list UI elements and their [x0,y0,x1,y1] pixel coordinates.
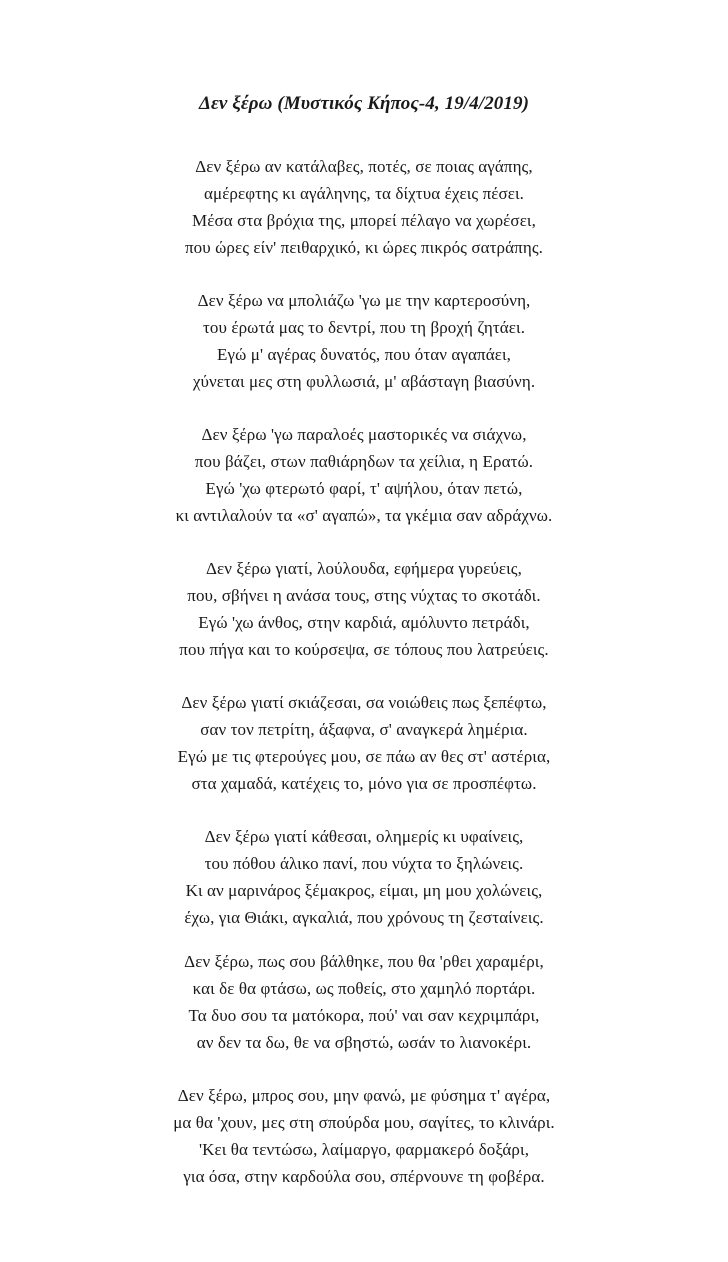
poem-line: Εγώ μ' αγέρας δυνατός, που όταν αγαπάει, [217,345,511,364]
stanza-5 [0,689,728,797]
poem-line: Δεν ξέρω αν κατάλαβες, ποτές, σε ποιας αγάπης, [195,157,533,176]
poem-line: Δεν ξέρω γιατί σκιάζεσαι, σα νοιώθεις πως ξεπέφτω, [181,693,547,712]
poem-line: αν δεν τα δω, θε να σβηστώ, ωσάν το λιανοκέρι. [196,1033,532,1052]
poem-line: αμέρεφτης κι αγάληνης, τα δίχτυα έχεις πέσει. [203,184,525,203]
poem-line: που βάζει, στων παθιάρηδων τα χείλια, η Ερατώ. [194,452,534,471]
poem-line: στα χαμαδά, κατέχεις το, μόνο για σε προσπέφτω. [191,774,537,793]
stanza-4 [0,555,728,663]
poem-title: Δεν ξέρω (Μυστικός Κήπος-4, 19/4/2019) [198,93,530,114]
stanza-7 [0,948,728,1056]
poem-line: Εγώ με τις φτερούγες μου, σε πάω αν θες στ' αστέρια, [177,747,551,766]
poem-line: 'Κει θα τεντώσω, λαίμαργο, φαρμακερό δοξάρι, [198,1140,530,1159]
poem-line: Δεν ξέρω 'γω παραλοές μαστορικές να σιάχνω, [201,425,527,444]
poem-line: σαν τον πετρίτη, άξαφνα, σ' αναγκερά λημέρια. [200,720,528,739]
poem-line: που, σβήνει η ανάσα τους, στης νύχτας το σκοτάδι. [187,586,541,605]
poem-line: που πήγα και το κούρσεψα, σε τόπους που λατρεύεις. [179,640,549,659]
poem-line: του πόθου άλικο πανί, που νύχτα το ξηλώνεις. [204,854,524,873]
poem-line: του έρωτά μας το δεντρί, που τη βροχή ζητάει. [202,318,526,337]
poem-line: Τα δυο σου τα ματόκορα, πού' ναι σαν κεχριμπάρι, [188,1006,540,1025]
poem-line: Εγώ 'χω άνθος, στην καρδιά, αμόλυντο πετράδι, [198,613,530,632]
poem-line: μα θα 'χουν, μες στη σπούρδα μου, σαγίτες, το κλινάρι. [173,1113,555,1132]
poem-line: Δεν ξέρω, μπρος σου, μην φανώ, με φύσημα τ' αγέρα, [177,1086,551,1105]
poem-line: κι αντιλαλούν τα «σ' αγαπώ», τα γκέμια σαν αδράχνω. [175,506,553,525]
poem-line: για όσα, στην καρδούλα σου, σπέρνουνε τη φοβέρα. [183,1167,545,1186]
poem-line: έχω, για Θιάκι, αγκαλιά, που χρόνους τη ζεσταίνεις. [184,908,544,927]
stanza-8 [0,1082,728,1190]
stanza-6 [0,823,728,931]
stanza-2 [0,287,728,395]
poem-line: Δεν ξέρω, πως σου βάλθηκε, που θα 'ρθει χαραμέρι, [184,952,544,971]
poem-line: Δεν ξέρω να μπολιάζω 'γω με την καρτεροσύνη, [197,291,531,310]
stanza-3 [0,421,728,529]
poem-line: και δε θα φτάσω, ως ποθείς, στο χαμηλό πορτάρι. [192,979,536,998]
poem-line: που ώρες είν' πειθαρχικό, κι ώρες πικρός σατράπης. [184,238,543,257]
stanza-1 [0,153,728,261]
poem-line: Δεν ξέρω γιατί κάθεσαι, ολημερίς κι υφαίνεις, [204,827,524,846]
poem-line: χύνεται μες στη φυλλωσιά, μ' αβάσταγη βιασύνη. [192,372,536,391]
poem-line: Δεν ξέρω γιατί, λούλουδα, εφήμερα γυρεύεις, [206,559,522,578]
poem-line: Μέσα στα βρόχια της, μπορεί πέλαγο να χωρέσει, [192,211,536,230]
poem-line: Κι αν μαρινάρος ξέμακρος, είμαι, μη μου χολώνεις, [185,881,543,900]
poem-line: Εγώ 'χω φτερωτό φαρί, τ' αψήλου, όταν πετώ, [205,479,523,498]
